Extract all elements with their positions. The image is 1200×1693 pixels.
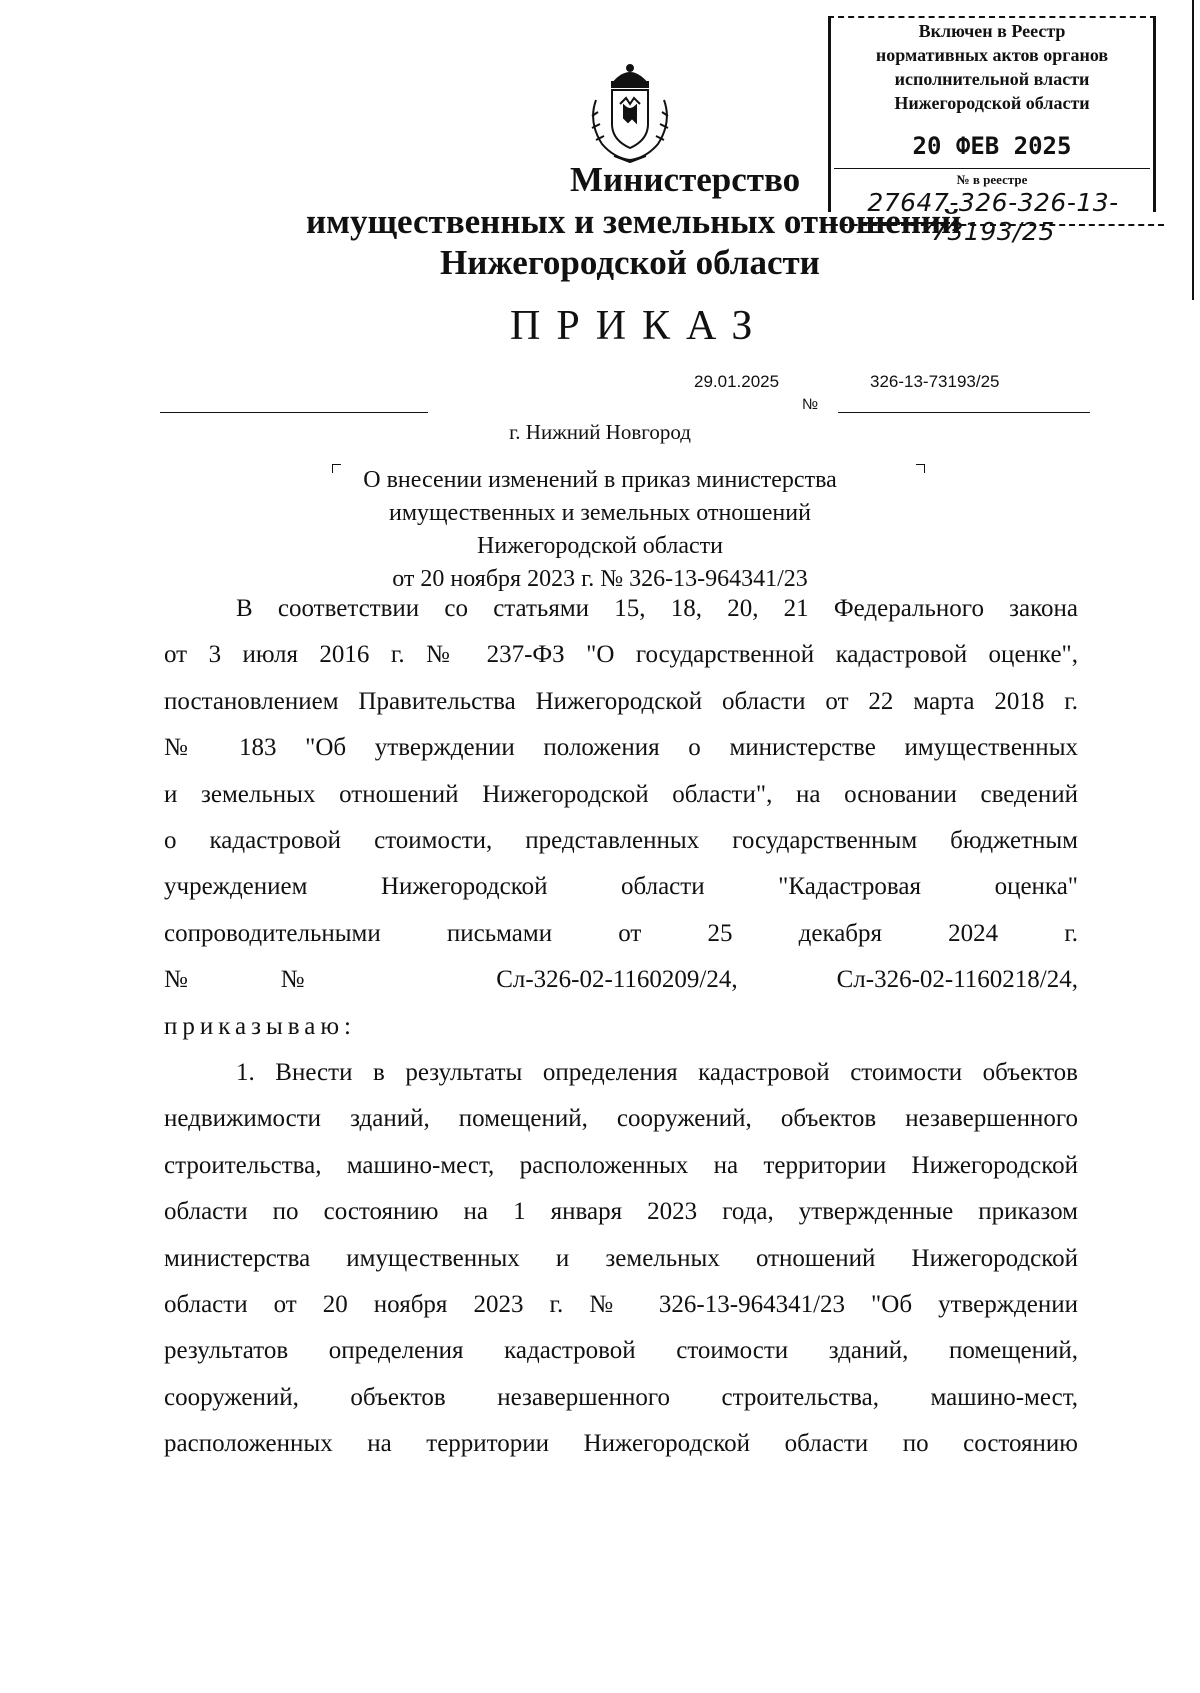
ministry-title-line-3: Нижегородской области bbox=[440, 243, 820, 282]
stamp-overlap-line bbox=[860, 222, 950, 224]
body-line: сооружений, объектов незавершенного строительства, машино-мест, bbox=[164, 1384, 1078, 1411]
body-line: министерства имущественных и земельных отношений Нижегородской bbox=[164, 1245, 1078, 1272]
stamp-registry-number: 27647-326-326-13-73193/25 bbox=[867, 188, 1119, 246]
body-line: сопроводительными письмами от 25 декабря 2024 г. bbox=[164, 920, 1078, 947]
order-subject bbox=[300, 464, 900, 596]
stamp-line-2: нормативных актов органов bbox=[875, 45, 1109, 65]
ministry-title-line-1: Министерство bbox=[570, 160, 801, 199]
stamp-line-4: Нижегородской области bbox=[894, 93, 1090, 113]
stamp-line-1: Включен в Реестр bbox=[918, 21, 1066, 41]
stamp-divider bbox=[834, 168, 1150, 169]
date-underline bbox=[160, 412, 428, 413]
order-date: 29.01.2025 bbox=[694, 372, 780, 391]
scan-edge-mark bbox=[1192, 0, 1194, 300]
body-line: результатов определения кадастровой стоимости зданий, помещений, bbox=[164, 1337, 1078, 1364]
coat-of-arms-icon bbox=[584, 60, 676, 164]
subject-line: Нижегородской области bbox=[476, 533, 724, 559]
stamp-date: 20 ФЕВ 2025 bbox=[912, 132, 1072, 160]
subject-line: имущественных и земельных отношений bbox=[389, 500, 811, 526]
body-line: о кадастровой стоимости, представленных государственным бюджетным bbox=[164, 827, 1078, 854]
body-line: и земельных отношений Нижегородской области", на основании сведений bbox=[164, 781, 1078, 808]
document-type: ПРИКАЗ bbox=[510, 303, 769, 349]
body-line: №№ Сл-326-02-1160209/24, Сл-326-02-1160218/24, bbox=[164, 966, 1078, 993]
body-line: недвижимости зданий, помещений, сооружений, объектов незавершенного bbox=[164, 1105, 1078, 1132]
order-number: 326-13-73193/25 bbox=[870, 372, 1000, 391]
subject-line: О внесении изменений в приказ министерства bbox=[363, 467, 837, 493]
body-line: постановлением Правительства Нижегородской области от 22 марта 2018 г. bbox=[164, 688, 1078, 715]
body-line: области от 20 ноября 2023 г. № 326-13-964341/23 "Об утверждении bbox=[164, 1291, 1078, 1318]
body-line: расположенных на территории Нижегородской области по состоянию bbox=[164, 1430, 1078, 1457]
ministry-title-line-2: имущественных и земельных отношений bbox=[306, 202, 962, 241]
stamp-registry-label: № в реестре bbox=[956, 172, 1028, 187]
subject-line: от 20 ноября 2023 г. № 326-13-964341/23 bbox=[392, 566, 808, 592]
body-line: В соответствии со статьями 15, 18, 20, 21 Федерального закона bbox=[236, 595, 1078, 622]
body-line: 1. Внести в результаты определения кадастровой стоимости объектов bbox=[236, 1059, 1078, 1086]
body-line: № 183 "Об утверждении положения о министерстве имущественных bbox=[164, 734, 1078, 761]
city: г. Нижний Новгород bbox=[509, 420, 691, 444]
number-underline bbox=[838, 412, 1090, 413]
body-line: приказываю: bbox=[164, 1013, 356, 1040]
stamp-line-3: исполнительной власти bbox=[894, 69, 1090, 89]
number-sign: № bbox=[802, 396, 819, 413]
body-line: от 3 июля 2016 г. № 237-ФЗ "О государственной кадастровой оценке", bbox=[164, 641, 1078, 668]
body-line: строительства, машино-мест, расположенных на территории Нижегородской bbox=[164, 1152, 1078, 1179]
registry-stamp bbox=[828, 16, 1156, 246]
body-line: области по состоянию на 1 января 2023 года, утвержденные приказом bbox=[164, 1198, 1078, 1225]
subject-corner-right bbox=[916, 464, 925, 473]
body-line: учреждением Нижегородской области "Кадастровая оценка" bbox=[164, 873, 1078, 900]
